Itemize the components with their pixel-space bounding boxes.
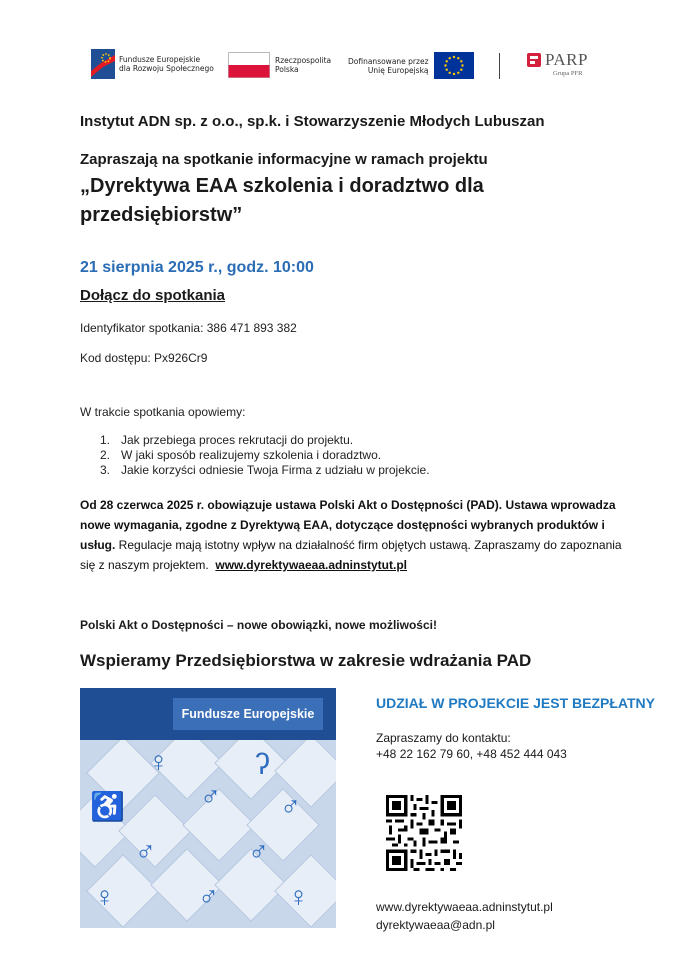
- person-icon: ♀: [288, 881, 309, 912]
- qr-code-icon: [386, 795, 462, 871]
- ue-line2: Unię Europejską: [367, 65, 429, 75]
- fe-flag-icon: [91, 49, 115, 79]
- contact-intro: Zapraszamy do kontaktu:: [376, 731, 511, 745]
- contact-website[interactable]: www.dyrektywaeaa.adninstytut.pl: [376, 900, 553, 914]
- fe-line1: Fundusze Europejskie: [119, 55, 201, 64]
- poland-flag-icon: [228, 52, 270, 78]
- logo-divider: [499, 53, 500, 79]
- list-item: 2. W jaki sposób realizujemy szkolenia i doradztwo.: [100, 448, 382, 462]
- meeting-date: 21 sierpnia 2025 r., godz. 10:00: [80, 259, 314, 276]
- list-item: 3. Jakie korzyści odniesie Twoja Firma z udziału w projekcie.: [100, 463, 430, 477]
- law-bold-text: Od 28 czerwca 2025 r. obowiązuje ustawa Polski Akt o Dostępności (PAD). Ustawa wprowadza nowe wymagania, zgodne z Dyrektywą EAA, dotyczące dostępności wybranych produktów i usług.: [80, 498, 616, 552]
- law-normal-text: Regulacje mają istotny wpływ na działalność firm objętych ustawą. Zapraszamy do zapoznania się z naszym projektem.: [80, 538, 622, 572]
- rp-line1: Rzeczpospolita: [275, 56, 332, 65]
- guide-dog-icon: ♂: [135, 836, 156, 867]
- wheelchair-icon: ♿: [90, 791, 125, 822]
- access-code: Kod dostępu: Px926Cr9: [80, 351, 208, 365]
- contact-email[interactable]: dyrektywaeaa@adn.pl: [376, 918, 495, 932]
- invite-heading: Zapraszają na spotkanie informacyjne w ramach projektu: [80, 151, 488, 168]
- person-icon: ♂: [200, 781, 221, 812]
- parp-logo: [527, 50, 588, 77]
- agenda-list: [100, 433, 430, 478]
- list-item: 1. Jak przebiega proces rekrutacji do projektu.: [100, 433, 354, 447]
- parp-mark-icon: [527, 53, 541, 67]
- project-website-link[interactable]: www.dyrektywaeaa.adninstytut.pl: [215, 558, 407, 572]
- ue-logo: [348, 52, 474, 79]
- support-heading: Wspieramy Przedsiębiorstwa w zakresie wdrażania PAD: [80, 651, 532, 670]
- poster-label: Fundusze Europejskie: [173, 698, 323, 730]
- person-icon: ♂: [280, 791, 301, 822]
- free-participation: UDZIAŁ W PROJEKCIE JEST BEZPŁATNY: [376, 695, 655, 711]
- pad-tagline: Polski Akt o Dostępności – nowe obowiązki, nowe możliwości!: [80, 618, 437, 632]
- parp-name: PARP: [545, 50, 588, 69]
- law-paragraph: [80, 495, 640, 575]
- accessibility-poster-image: [80, 688, 336, 928]
- fe-logo: [91, 49, 214, 79]
- project-title: „Dyrektywa EAA szkolenia i doradztwo dla przedsiębiorstw”: [80, 175, 484, 226]
- agenda-intro: W trakcie spotkania opowiemy:: [80, 405, 246, 419]
- contact-phones: +48 22 162 79 60, +48 452 444 043: [376, 747, 567, 761]
- join-meeting-link[interactable]: Dołącz do spotkania: [80, 287, 226, 304]
- person-icon: ♂: [198, 881, 219, 912]
- organizers-heading: Instytut ADN sp. z o.o., sp.k. i Stowarzyszenie Młodych Lubuszan: [80, 113, 545, 130]
- parp-group: Grupa PFR: [553, 70, 583, 77]
- rp-logo: [228, 52, 331, 78]
- eu-flag-icon: [434, 52, 474, 79]
- fe-line2: dla Rozwoju Społecznego: [119, 64, 214, 73]
- ear-icon: ʔ: [255, 748, 270, 781]
- ue-line1: Dofinansowane przez: [348, 56, 429, 66]
- person-icon: ♀: [94, 881, 115, 912]
- rp-line2: Polska: [275, 65, 299, 74]
- blind-person-icon: ♂: [248, 836, 269, 867]
- meeting-id: Identyfikator spotkania: 386 471 893 382: [80, 321, 297, 335]
- person-icon: ♀: [148, 746, 169, 777]
